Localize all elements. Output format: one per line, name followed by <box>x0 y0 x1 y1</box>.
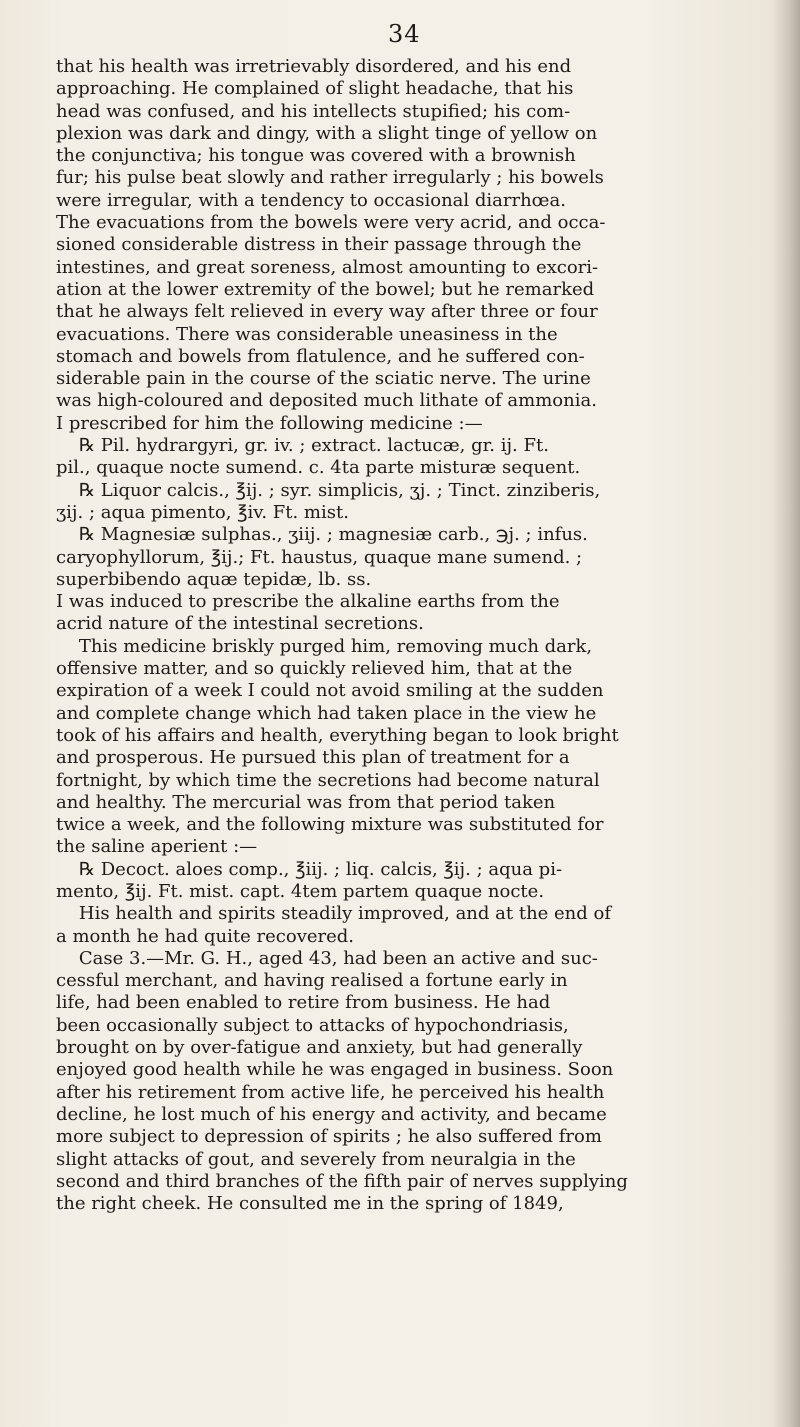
text-line: This medicine briskly purged him, removing much dark, <box>56 635 593 657</box>
text-line: took of his affairs and health, everything began to look bright <box>56 724 619 746</box>
text-line: I prescribed for him the following medicine :— <box>56 412 483 434</box>
text-line: more subject to depression of spirits ; he also suffered from <box>56 1126 602 1148</box>
text-line: evacuations. There was considerable uneasiness in the <box>56 323 558 345</box>
text-line: decline, he lost much of his energy and activity, and became <box>56 1103 607 1125</box>
text-line: enjoyed good health while he was engaged in business. Soon <box>56 1059 614 1081</box>
text-line: pil., quaque nocte sumend. c. 4ta parte misturæ sequent. <box>56 457 581 479</box>
text-line: that his health was irretrievably disordered, and his end <box>56 56 572 77</box>
text-line: that he always felt relieved in every way after three or four <box>56 301 598 323</box>
text-line: plexion was dark and dingy, with a slight tinge of yellow on <box>56 122 598 144</box>
text-line: ation at the lower extremity of the bowel; but he remarked <box>56 278 595 300</box>
text-line: sioned considerable distress in their passage through the <box>56 234 582 256</box>
text-line: ℞ Decoct. aloes comp., ℥iij. ; liq. calcis, ℥ij. ; aqua pi- <box>56 858 563 880</box>
text-line: second and third branches of the fifth pair of nerves supplying <box>56 1170 628 1192</box>
text-line: ʒij. ; aqua pimento, ℥iv. Ft. mist. <box>56 501 349 523</box>
text-line: was high-coloured and deposited much lithate of ammonia. <box>56 390 597 412</box>
text-line: and prosperous. He pursued this plan of treatment for a <box>56 747 570 769</box>
text-line: mento, ℥ij. Ft. mist. capt. 4tem partem quaque nocte. <box>56 880 545 902</box>
text-line: siderable pain in the course of the sciatic nerve. The urine <box>56 368 591 390</box>
text-line: I was induced to prescribe the alkaline earths from the <box>56 591 560 613</box>
text-line: ℞ Liquor calcis., ℥ij. ; syr. simplicis, ʒj. ; Tinct. zinziberis, <box>56 479 601 501</box>
text-line: Case 3.—Mr. G. H., aged 43, had been an active and suc- <box>56 947 598 969</box>
text-line: ℞ Pil. hydrargyri, gr. iv. ; extract. lactucæ, gr. ij. Ft. <box>56 435 549 457</box>
text-line: life, had been enabled to retire from business. He had <box>56 992 551 1014</box>
text-line: intestines, and great soreness, almost amounting to excori- <box>56 256 599 278</box>
text-line: offensive matter, and so quickly relieved him, that at the <box>56 658 573 680</box>
page-edge-shadow <box>772 0 800 1427</box>
text-line: expiration of a week I could not avoid smiling at the sudden <box>56 680 604 702</box>
text-line: been occasionally subject to attacks of hypochondriasis, <box>56 1014 569 1036</box>
text-line: fortnight, by which time the secretions had become natural <box>56 769 600 791</box>
text-line: brought on by over-fatigue and anxiety, but had generally <box>56 1037 583 1059</box>
text-line: His health and spirits steadily improved, and at the end of <box>56 903 612 925</box>
text-line: the conjunctiva; his tongue was covered with a brownish <box>56 145 576 167</box>
text-line: The evacuations from the bowels were very acrid, and occa- <box>56 212 606 234</box>
text-line: stomach and bowels from flatulence, and he suffered con- <box>56 345 585 367</box>
page-number: 34 <box>388 20 421 48</box>
text-line: and complete change which had taken place in the view he <box>56 702 597 724</box>
text-line: acrid nature of the intestinal secretions. <box>56 613 424 635</box>
body-text <box>56 56 746 1215</box>
text-line: ℞ Magnesiæ sulphas., ʒiij. ; magnesiæ carb., ℈j. ; infus. <box>56 524 588 546</box>
text-line: after his retirement from active life, he perceived his health <box>56 1081 605 1103</box>
text-line: were irregular, with a tendency to occasional diarrhœa. <box>56 189 566 211</box>
text-line: head was confused, and his intellects stupified; his com- <box>56 100 571 122</box>
text-line: caryophyllorum, ℥ij.; Ft. haustus, quaque mane sumend. ; <box>56 546 583 568</box>
text-line: the saline aperient :— <box>56 836 258 858</box>
text-line: twice a week, and the following mixture was substituted for <box>56 814 604 836</box>
text-line: a month he had quite recovered. <box>56 925 355 947</box>
text-line: the right cheek. He consulted me in the spring of 1849, <box>56 1193 564 1215</box>
text-line: cessful merchant, and having realised a fortune early in <box>56 970 568 992</box>
text-line: superbibendo aquæ tepidæ, lb. ss. <box>56 568 372 590</box>
text-line: and healthy. The mercurial was from that period taken <box>56 791 556 813</box>
text-line: approaching. He complained of slight headache, that his <box>56 78 574 100</box>
text-line: slight attacks of gout, and severely from neuralgia in the <box>56 1148 576 1170</box>
text-line: fur; his pulse beat slowly and rather irregularly ; his bowels <box>56 167 604 189</box>
